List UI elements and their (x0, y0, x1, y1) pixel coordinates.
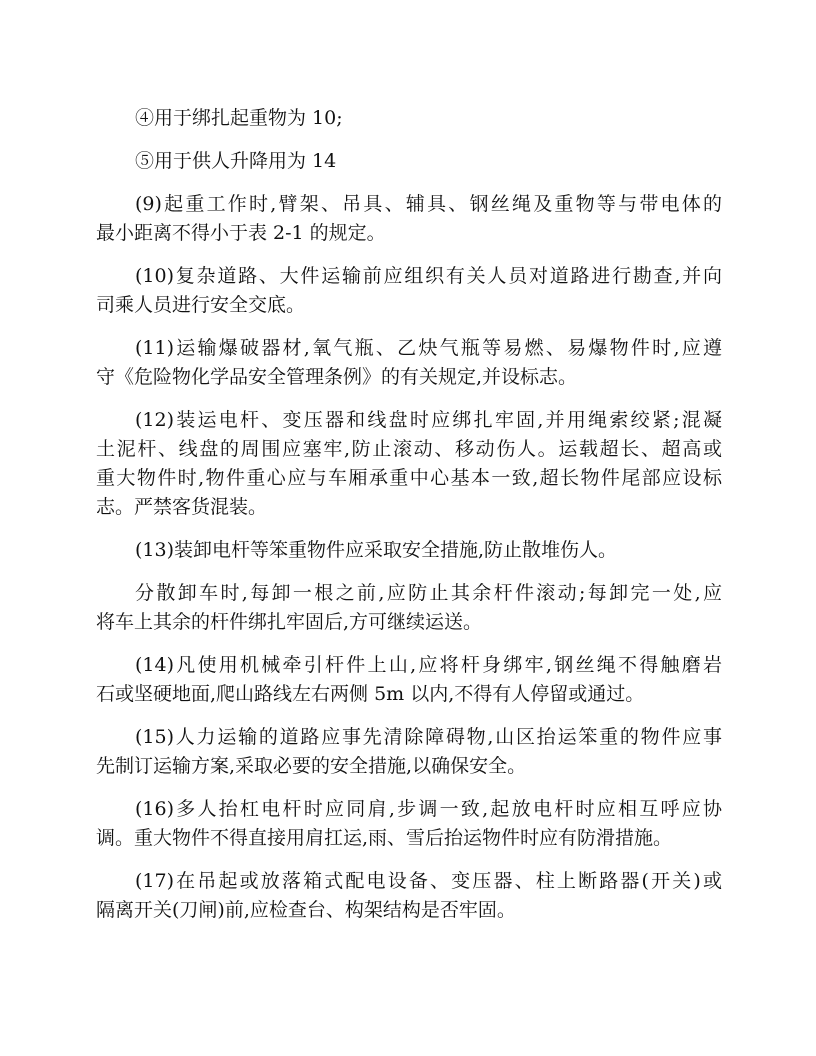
paragraph-line: (16)多人抬杠电杆时应同肩,步调一致,起放电杆时应相互呼应协 (135, 798, 722, 820)
paragraph (96, 147, 722, 176)
paragraph-line: 将车上其余的杆件绑扎牢固后,方可继续运送。 (96, 611, 483, 633)
paragraph (96, 104, 722, 133)
paragraph (96, 795, 722, 853)
paragraph-line: 志。严禁客货混装。 (96, 496, 268, 518)
paragraph-line: 司乘人员进行安全交底。 (96, 294, 306, 316)
paragraph-line: ④用于绑扎起重物为 10; (135, 107, 343, 129)
paragraph-line: 先制订运输方案,采取必要的安全措施,以确保安全。 (96, 755, 527, 777)
paragraph-line: 最小距离不得小于表 2-1 的规定。 (96, 222, 386, 244)
paragraph (96, 579, 722, 637)
paragraph (96, 190, 722, 248)
paragraph-line: (10)复杂道路、大件运输前应组织有关人员对道路进行勘查,并向 (135, 265, 722, 287)
paragraph-line: (15)人力运输的道路应事先清除障碍物,山区抬运笨重的物件应事 (135, 726, 722, 748)
paragraph-line: ⑤用于供人升降用为 14 (135, 150, 337, 172)
paragraph-line: (13)装卸电杆等笨重物件应采取安全措施,防止散堆伤人。 (135, 539, 618, 561)
document-page (96, 104, 722, 939)
paragraph-line: 调。重大物件不得直接用肩扛运,雨、雪后抬运物件时应有防滑措施。 (96, 827, 673, 849)
paragraph (96, 536, 722, 565)
paragraph-line: (14)凡使用机械牵引杆件上山,应将杆身绑牢,钢丝绳不得触磨岩 (135, 654, 722, 676)
paragraph-line: (17)在吊起或放落箱式配电设备、变压器、柱上断路器(开关)或 (135, 870, 722, 892)
paragraph-line: 隔离开关(刀闸)前,应检查台、构架结构是否牢固。 (96, 899, 516, 921)
paragraph-line: 土泥杆、线盘的周围应塞牢,防止滚动、移动伤人。运载超长、超高或 (96, 438, 722, 460)
paragraph-line: (9)起重工作时,臂架、吊具、辅具、钢丝绳及重物等与带电体的 (135, 193, 722, 215)
paragraph (96, 651, 722, 709)
paragraph (96, 334, 722, 392)
paragraph (96, 406, 722, 522)
paragraph-line: 重大物件时,物件重心应与车厢承重中心基本一致,超长物件尾部应设标 (96, 467, 722, 489)
paragraph (96, 723, 722, 781)
paragraph (96, 867, 722, 925)
paragraph (96, 262, 722, 320)
paragraph-line: 石或坚硬地面,爬山路线左右两侧 5m 以内,不得有人停留或通过。 (96, 683, 645, 705)
paragraph-line: (11)运输爆破器材,氧气瓶、乙炔气瓶等易燃、易爆物件时,应遵 (135, 337, 722, 359)
paragraph-line: (12)装运电杆、变压器和线盘时应绑扎牢固,并用绳索绞紧;混凝 (135, 409, 722, 431)
paragraph-line: 分散卸车时,每卸一根之前,应防止其余杆件滚动;每卸完一处,应 (135, 582, 722, 604)
paragraph-line: 守《危险物化学品安全管理条例》的有关规定,并设标志。 (96, 366, 578, 388)
